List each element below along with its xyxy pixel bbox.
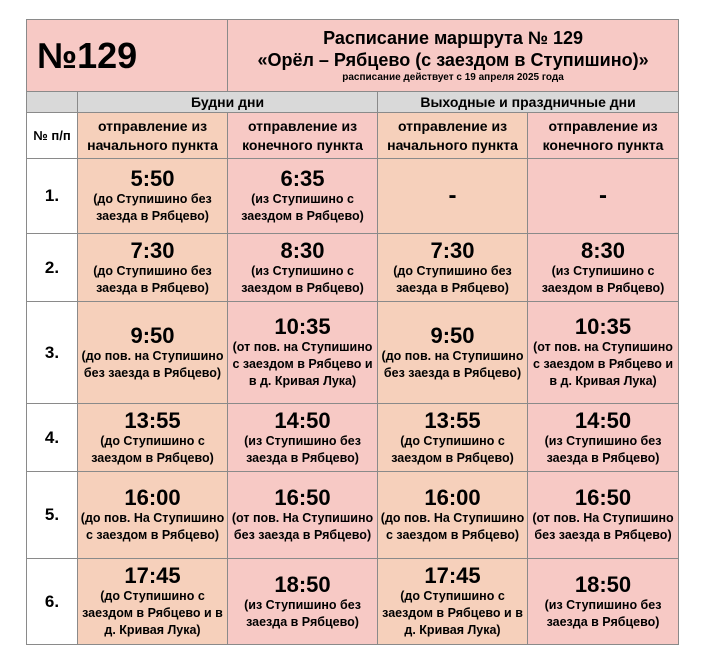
- route-note: (до Ступишино без заезда в Рябцево): [393, 263, 512, 295]
- cell-we-end: [528, 234, 679, 302]
- index-header: № п/п: [27, 113, 78, 159]
- cell-we-end: [528, 472, 679, 559]
- route-note: (от пов. На Ступишино без заезда в Рябцево): [231, 511, 374, 542]
- cell-wd-start: [78, 472, 228, 559]
- time: 16:00: [424, 485, 481, 510]
- route-note: (до пов. на Ступишино без заезда в Рябцево): [381, 348, 524, 380]
- time: 17:45: [424, 563, 481, 588]
- route-note: (от пов. на Ступишино с заездом в Рябцево и в д. Кривая Лука): [533, 340, 674, 388]
- route-note: (до Ступишино с заездом в Рябцево и в д. Кривая Лука): [82, 589, 223, 637]
- route-note: (до Ступишино с заездом в Рябцево): [391, 433, 514, 465]
- route-note: (до пов. на Ступишино без заезда в Рябцево): [81, 348, 224, 380]
- route-note: (до Ступишино с заездом в Рябцево): [91, 433, 214, 465]
- route-note: (из Ступишино с заездом в Рябцево): [241, 192, 364, 223]
- cell-wd-end: [228, 404, 378, 472]
- weekends-header: Выходные и праздничные дни: [378, 92, 679, 113]
- cell-we-end: [528, 159, 679, 234]
- cell-we-end: [528, 559, 679, 645]
- title-line-2: «Орёл – Рябцево (с заездом в Ступишино)»: [257, 50, 649, 70]
- title-line-1: Расписание маршрута № 129: [323, 28, 583, 48]
- route-number: №129: [27, 20, 228, 92]
- cell-wd-start: [78, 302, 228, 404]
- cell-we-end: [528, 404, 679, 472]
- time: 10:35: [574, 314, 632, 339]
- cell-we-start: [378, 159, 528, 234]
- schedule-title: [228, 20, 679, 92]
- we-end-header: отправление из конечного пункта: [528, 113, 679, 159]
- cell-we-start: [378, 302, 528, 404]
- time: 13:55: [424, 407, 481, 433]
- route-note: (до пов. На Ступишино с заездом в Рябцево): [80, 511, 225, 542]
- time: 16:50: [574, 485, 632, 510]
- row-number: 6.: [27, 559, 78, 645]
- weekdays-header: Будни дни: [78, 92, 378, 113]
- time: 8:30: [280, 237, 325, 263]
- cell-wd-end: [228, 559, 378, 645]
- header-spacer: [27, 92, 78, 113]
- validity-note: расписание действует с 19 апреля 2025 года: [342, 72, 564, 83]
- table-row: [27, 559, 679, 645]
- cell-wd-start: [78, 234, 228, 302]
- route-note: (из Ступишино с заездом в Рябцево): [241, 263, 364, 295]
- cell-wd-end: [228, 159, 378, 234]
- row-number: 2.: [27, 234, 78, 302]
- cell-wd-start: [78, 159, 228, 234]
- cell-we-end: [528, 302, 679, 404]
- time: -: [599, 182, 608, 209]
- time: 10:35: [274, 314, 331, 339]
- time: 18:50: [274, 571, 331, 597]
- cell-wd-start: [78, 404, 228, 472]
- time: 16:50: [274, 485, 331, 510]
- we-start-header: отправление из начального пункта: [378, 113, 528, 159]
- cell-we-start: [378, 404, 528, 472]
- wd-start-header: отправление из начального пункта: [78, 113, 228, 159]
- row-number: 3.: [27, 302, 78, 404]
- row-number: 5.: [27, 472, 78, 559]
- time: 9:50: [430, 322, 475, 348]
- table-row: [27, 472, 679, 559]
- cell-we-start: [378, 559, 528, 645]
- cell-wd-end: [228, 234, 378, 302]
- route-note: (из Ступишино без заезда в Рябцево): [244, 597, 361, 629]
- time: -: [448, 182, 457, 209]
- route-note: (из Ступишино с заездом в Рябцево): [541, 263, 665, 295]
- route-note: (из Ступишино без заезда в Рябцево): [244, 433, 361, 465]
- row-number: 1.: [27, 159, 78, 234]
- time: 8:30: [581, 237, 626, 263]
- cell-wd-start: [78, 559, 228, 645]
- time: 7:30: [430, 237, 475, 263]
- row-number: 4.: [27, 404, 78, 472]
- cell-wd-end: [228, 302, 378, 404]
- time: 17:45: [124, 563, 181, 588]
- cell-we-start: [378, 234, 528, 302]
- time: 14:50: [274, 407, 331, 433]
- time: 6:35: [280, 166, 325, 191]
- route-note: (до пов. На Ступишино с заездом в Рябцево): [380, 511, 525, 542]
- schedule-table: [26, 19, 679, 645]
- table-row: [27, 302, 679, 404]
- table-row: [27, 404, 679, 472]
- time: 16:00: [124, 485, 181, 510]
- cell-wd-end: [228, 472, 378, 559]
- table-row: [27, 159, 679, 234]
- time: 13:55: [124, 407, 181, 433]
- time: 5:50: [130, 166, 175, 191]
- wd-end-header: отправление из конечного пункта: [228, 113, 378, 159]
- route-note: (из Ступишино без заезда в Рябцево): [544, 433, 662, 465]
- cell-we-start: [378, 472, 528, 559]
- route-note: (до Ступишино без заезда в Рябцево): [93, 192, 212, 223]
- route-note: (из Ступишино без заезда в Рябцево): [544, 597, 662, 629]
- table-row: [27, 234, 679, 302]
- time: 7:30: [130, 237, 175, 263]
- time: 14:50: [574, 407, 632, 433]
- time: 9:50: [130, 322, 175, 348]
- route-note: (до Ступишино без заезда в Рябцево): [93, 263, 212, 295]
- time: 18:50: [574, 571, 632, 597]
- route-note: (до Ступишино с заездом в Рябцево и в д. Кривая Лука): [382, 589, 523, 637]
- route-note: (от пов. На Ступишино без заезда в Рябцево): [532, 511, 674, 542]
- route-note: (от пов. на Ступишино с заездом в Рябцево и в д. Кривая Лука): [232, 340, 373, 388]
